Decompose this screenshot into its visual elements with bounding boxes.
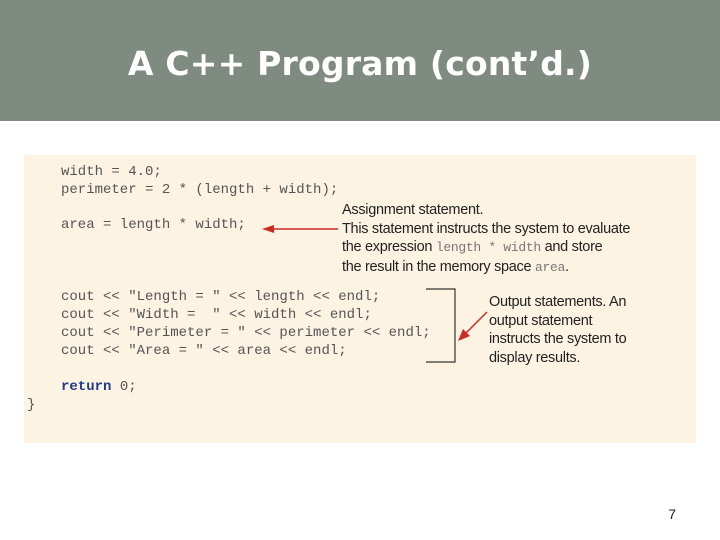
- output-line-4: display results.: [489, 349, 581, 366]
- assignment-text-3b: .: [565, 258, 569, 275]
- code-closing-brace: }: [27, 397, 36, 413]
- assignment-text-1: This statement instructs the system to evaluate: [342, 220, 631, 237]
- output-line-3: instructs the system to: [489, 331, 627, 347]
- page-number: 7: [668, 506, 676, 522]
- code-line-cout-area: cout << "Area = " << area << endl;: [61, 343, 347, 359]
- assignment-heading: Assignment statement.: [342, 202, 484, 218]
- assignment-text-2b: and store: [540, 239, 603, 255]
- assignment-expression: length * width: [435, 240, 541, 255]
- code-line-cout-width: cout << "Width = " << width << endl;: [61, 307, 372, 323]
- assignment-text-2a: the expression: [342, 239, 436, 255]
- return-keyword: return: [61, 379, 112, 395]
- assignment-arrowhead-icon: [262, 225, 274, 233]
- output-line-2: output statement: [489, 312, 593, 329]
- output-arrow-line: [466, 312, 487, 333]
- code-line-cout-length: cout << "Length = " << length << endl;: [61, 289, 381, 305]
- code-line-perimeter: perimeter = 2 * (length + width);: [61, 182, 339, 198]
- assignment-variable: area: [535, 259, 566, 275]
- output-line-1: Output statements. An: [489, 294, 627, 310]
- assignment-text-3a: the result in the memory space: [342, 258, 535, 275]
- code-line-width: width = 4.0;: [61, 164, 162, 180]
- return-value: 0;: [111, 379, 137, 395]
- code-line-area: area = length * width;: [61, 217, 246, 233]
- output-bracket: [426, 289, 455, 362]
- slide-title: A C++ Program (cont’d.): [127, 44, 593, 83]
- code-line-cout-perimeter: cout << "Perimeter = " << perimeter << endl;: [61, 325, 431, 341]
